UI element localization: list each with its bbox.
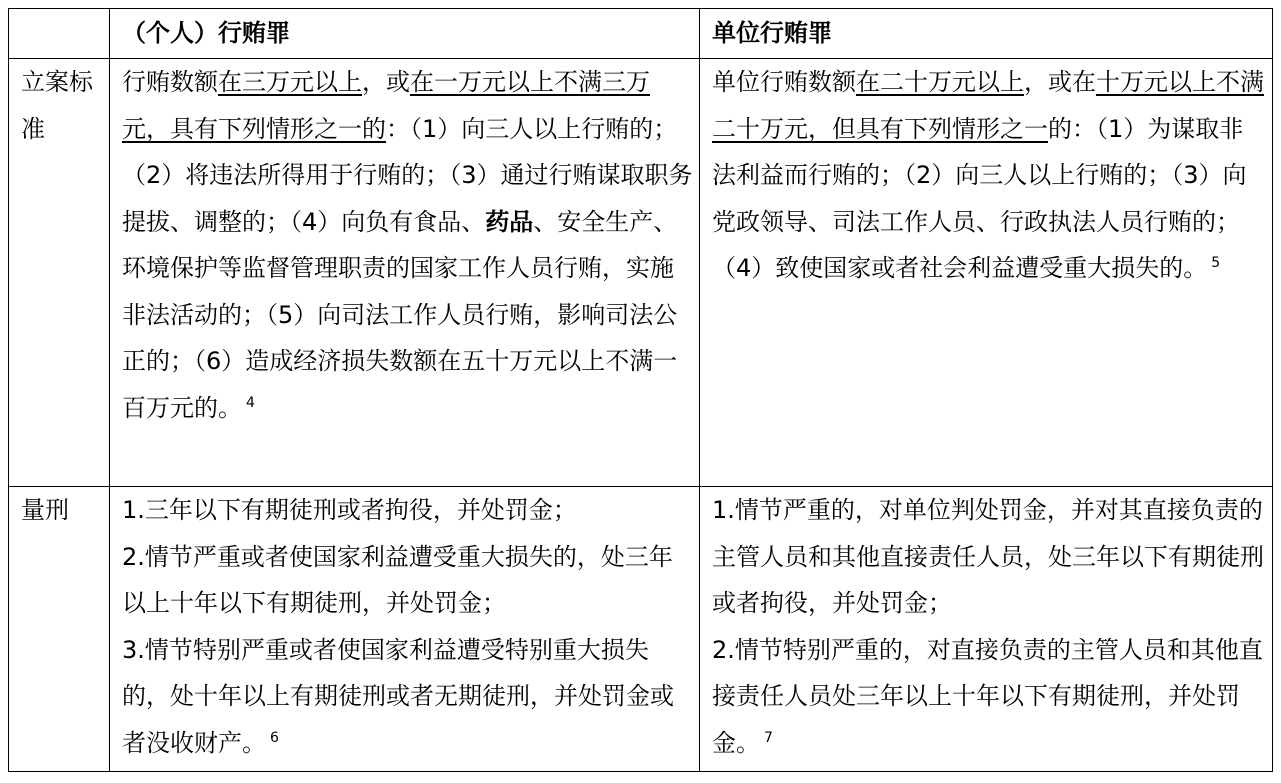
penalty-individual-line-1: 1.三年以下有期徒刑或者拘役，并处罚金；	[122, 496, 577, 524]
standard-row	[9, 59, 1273, 487]
standard-unit-text-2: ，或在	[1024, 68, 1096, 96]
penalty-label: 量刑	[21, 496, 69, 524]
standard-unit-cell	[700, 59, 1273, 487]
standard-label-cell	[9, 59, 110, 487]
standard-individual-bold-drug: 药品	[485, 207, 534, 236]
penalty-label-cell	[9, 487, 110, 772]
standard-label: 立案标准	[21, 68, 93, 143]
penalty-unit-cell	[700, 487, 1273, 772]
standard-individual-text-2: ，或	[362, 68, 410, 96]
standard-unit-text-1: 单位行贿数额	[712, 68, 856, 96]
standard-individual-text-3: ：（1）向三人以上行贿的；（2）将违法所得用于行贿的；（3）通过行贿谋取职务提拔、调整的；（4）向负有食品、	[122, 114, 693, 236]
standard-individual-underline-2: 在一万元以上不满三万元，具有下列情形之一的	[122, 68, 650, 143]
penalty-unit-line-1: 1.情节严重的，对单位判处罚金，并对其直接负责的主管人员和其他直接责任人员，处三年以下有期徒刑或者拘役，并处罚金；	[712, 496, 1264, 617]
footnote-6: 6	[270, 729, 279, 746]
footnote-7: 7	[764, 729, 773, 746]
footnote-4: 4	[246, 394, 255, 411]
header-row	[9, 9, 1273, 59]
footnote-5: 5	[1211, 255, 1221, 271]
standard-individual-text-4: 、安全生产、环境保护等监督管理职责的国家工作人员行贿，实施非法活动的；（5）向司法工作人员行贿，影响司法公正的；（6）造成经济损失数额在五十万元以上不满一百万元的。	[122, 207, 678, 422]
header-unit-cell	[700, 9, 1273, 59]
standard-unit-underline-2: 十万元以上不满二十万元，但具有下列情形之一	[712, 68, 1264, 143]
standard-unit-text-3: 的：（1）为谋取非法利益而行贿的；（2）向三人以上行贿的；（3）向党政领导、司法工作人员、行政执法人员行贿的；（4）致使国家或者社会利益遭受重大损失的。	[712, 114, 1247, 282]
standard-individual-text-1: 行贿数额	[122, 68, 218, 96]
standard-individual-underline-1: 在三万元以上	[218, 68, 362, 96]
standard-unit-underline-1: 在二十万元以上	[856, 68, 1024, 96]
penalty-unit-line-2: 2.情节特别严重的，对直接负责的主管人员和其他直接责任人员处三年以上十年以下有期徒刑，并处罚金。	[712, 635, 1263, 757]
header-empty-cell	[9, 9, 110, 59]
penalty-individual-cell	[110, 487, 700, 772]
header-individual-title: （个人）行贿罪	[122, 19, 290, 47]
header-unit-title: 单位行贿罪	[712, 19, 832, 47]
penalty-individual-line-3-wrap	[122, 627, 693, 767]
penalty-unit-line-2-wrap	[712, 627, 1266, 767]
header-individual-cell	[110, 9, 700, 59]
comparison-table	[8, 8, 1273, 772]
penalty-row	[9, 487, 1273, 772]
standard-individual-cell	[110, 59, 700, 487]
penalty-individual-line-3: 3.情节特别严重或者使国家利益遭受特别重大损失的，处十年以上有期徒刑或者无期徒刑，并处罚金或者没收财产。	[122, 635, 674, 757]
penalty-individual-line-2: 2.情节严重或者使国家利益遭受重大损失的，处三年以上十年以下有期徒刑，并处罚金；	[122, 542, 673, 617]
